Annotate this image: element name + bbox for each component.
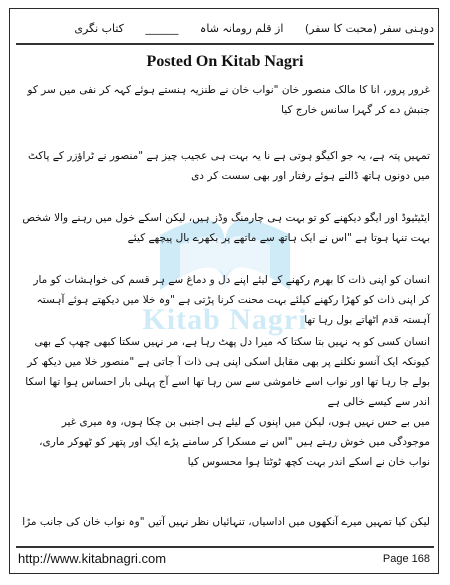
publisher-name: کتاب نگری [74,22,124,35]
book-title: دوہنی سفر (محبت کا سفر) [304,22,434,35]
watermark-text: Kitab Nagri [142,303,308,336]
header-separator: ______ [145,22,179,35]
page-header [16,18,434,40]
website-link[interactable]: http://www.kitabnagri.com [18,551,167,566]
paragraph: تمہیں پتہ ہے، یہ جو اکیگو ہوتی ہے نا یہ بہت ہی عجیب چیز ہے "منصور نے ٹراؤزر کے پاکٹ میں دونوں ہاتھ ڈالتے ہوئے رفتار اور بھی سست کر دی [28,150,430,182]
site-title: Posted On Kitab Nagri [146,53,304,70]
page-number: Page 168 [382,553,430,565]
paragraph: میں بے حس نہیں ہوں، لیکن میں اپنوں کے لیئے ہی اجنبی بن چکا ہوں، وہ میری غیر موجودگی میں خوش رہتے ہیں "اس نے مسکرا کر سامنے پڑے ایک اور پتھر کو ٹھوکر ماری، نواب خان نے اسکے اندر بہت کچھ ٹوٹتا ہوا محسوس کیا [39,416,430,468]
footer-divider [16,546,434,548]
paragraph: غرور پرور، انا کا مالک منصور خان "نواب خان نے طنزیہ ہنستے ہوئے کہہ کر نفی میں سر کو جنبش دے کر گہرا سانس خارج کیا [27,84,430,116]
paragraph: ایٹیٹیوڈ اور ایگو دیکھنے کو تو بہت ہی چارمنگ وڈز ہیں، لیکن اسکے خول میں رہنے والا شخص بہت تنہا ہوتا ہے "اس نے ایک ہاتھ سے ماتھے پر بکھرے بال پیچھے کیئے [22,212,430,244]
author-name: از قلم رومانہ شاہ [199,22,284,35]
paragraph: انسان کو اپنی ذات کا بھرم رکھنے کے لیئے اپنے دل و دماغ سے ہر قسم کی خواہشات کو مار کر اپنی ذات کو کھڑا رکھنے کیلئے بہت محنت کرنا پڑتی ہے "وہ خلا میں دیکھتے ہوئے آہستہ آہستہ قدم اٹھاتے بول رہا تھا [33,274,430,326]
header-divider [16,43,434,45]
paragraph: انسان کسی کو یہ نہیں بتا سکتا کہ میرا دل پھٹ رہا ہے، مر نہیں سکتا کبھی چھپ کے بھی کیونکہ ایک آنسو نکلنے پر بھی مقابل اسکی اپنی ہی ذات آ جاتی ہے "منصور خلا میں دیکھ کر بولے جا رہا تھا اور نواب اسے خاموشی سے سن رہا تھا اسے آج پہلی بار احساس ہوا تھا اسکا اندر سے کیسے خالی ہے [25,336,430,408]
paragraph: لیکن کیا تمہیں میرے آنکھوں میں اداسیاں، تنہائیاں نظر نہیں آتیں "وہ نواب خان کی جانب مڑا [22,516,430,528]
